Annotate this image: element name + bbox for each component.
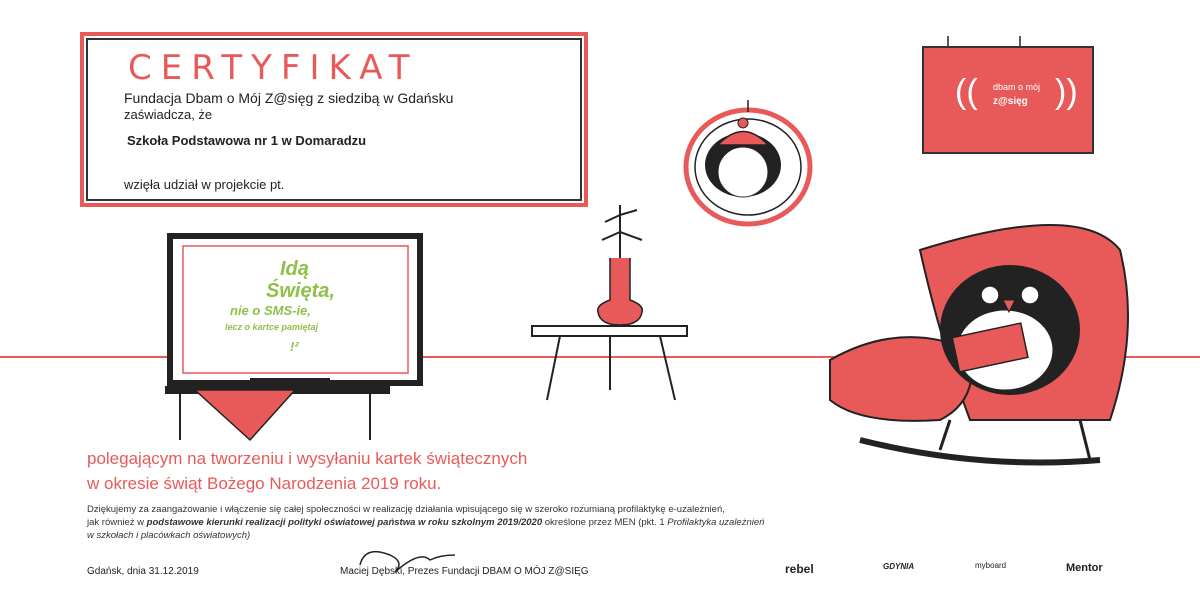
- certifies-line: zaświadcza, że: [124, 107, 213, 122]
- tv-slogan-line3: nie o SMS-ie,: [230, 303, 311, 318]
- certificate-title: CERTYFIKAT: [128, 48, 419, 88]
- foundation-line: Fundacja Dbam o Mój Z@sięg z siedzibą w Gdańsku: [124, 90, 454, 106]
- thanks-line2a: jak również w: [87, 517, 147, 528]
- signal-icon-right: )): [1055, 73, 1078, 111]
- description-line1: polegającym na tworzeniu i wysyłaniu kartek świątecznych: [87, 449, 528, 468]
- participation-line: wzięła udział w projekcie pt.: [124, 177, 285, 192]
- thanks-line1: Dziękujemy za zaangażowanie i włączenie się całej społeczności w realizację działania wpisującego się w szeroko rozumianą profilaktykę e-uzależnień,: [87, 504, 725, 515]
- issue-date: Gdańsk, dnia 31.12.2019: [87, 566, 199, 577]
- rebel-logo: rebel: [785, 562, 814, 576]
- thanks-line2c: określone przez MEN (pkt. 1: [542, 517, 668, 528]
- signal-icon: ((: [955, 73, 978, 111]
- thanks-line2b: podstawowe kierunki realizacji polityki oświatowej państwa w roku szkolnym 2019/2020: [146, 517, 543, 528]
- thanks-line2d: Profilaktyka uzależnień: [667, 517, 765, 528]
- thanks-line2: [87, 517, 764, 528]
- sign-text-bold: z@sięg: [993, 96, 1028, 107]
- tv-slogan-line4: lecz o kartce pamiętaj: [225, 322, 319, 332]
- mentor-logo: Mentor: [1066, 562, 1103, 574]
- penguin-portrait: [686, 100, 810, 224]
- thanks-line3-text: w szkołach i placówkach oświatowych): [87, 530, 251, 541]
- sign-text: dbam o mój: [993, 82, 1041, 92]
- tv-slogan-line5: !²: [290, 339, 299, 354]
- table-illustration: [532, 205, 687, 400]
- thanks-line3: [87, 530, 250, 541]
- school-name: Szkoła Podstawowa nr 1 w Domaradzu: [127, 133, 367, 148]
- signer-name: Maciej Dębski, Prezes Fundacji DBAM O MÓJ Z@SIĘG: [340, 566, 589, 577]
- tv-slogan-line2: Święta,: [266, 280, 335, 302]
- tv-slogan-line1: Idą: [280, 258, 309, 280]
- myboard-logo: myboard: [975, 561, 1007, 570]
- description-line2: w okresie świąt Bożego Narodzenia 2019 roku.: [87, 474, 442, 493]
- gdynia-logo: GDYNIA: [883, 562, 915, 571]
- rocking-chair-illustration: [830, 225, 1128, 463]
